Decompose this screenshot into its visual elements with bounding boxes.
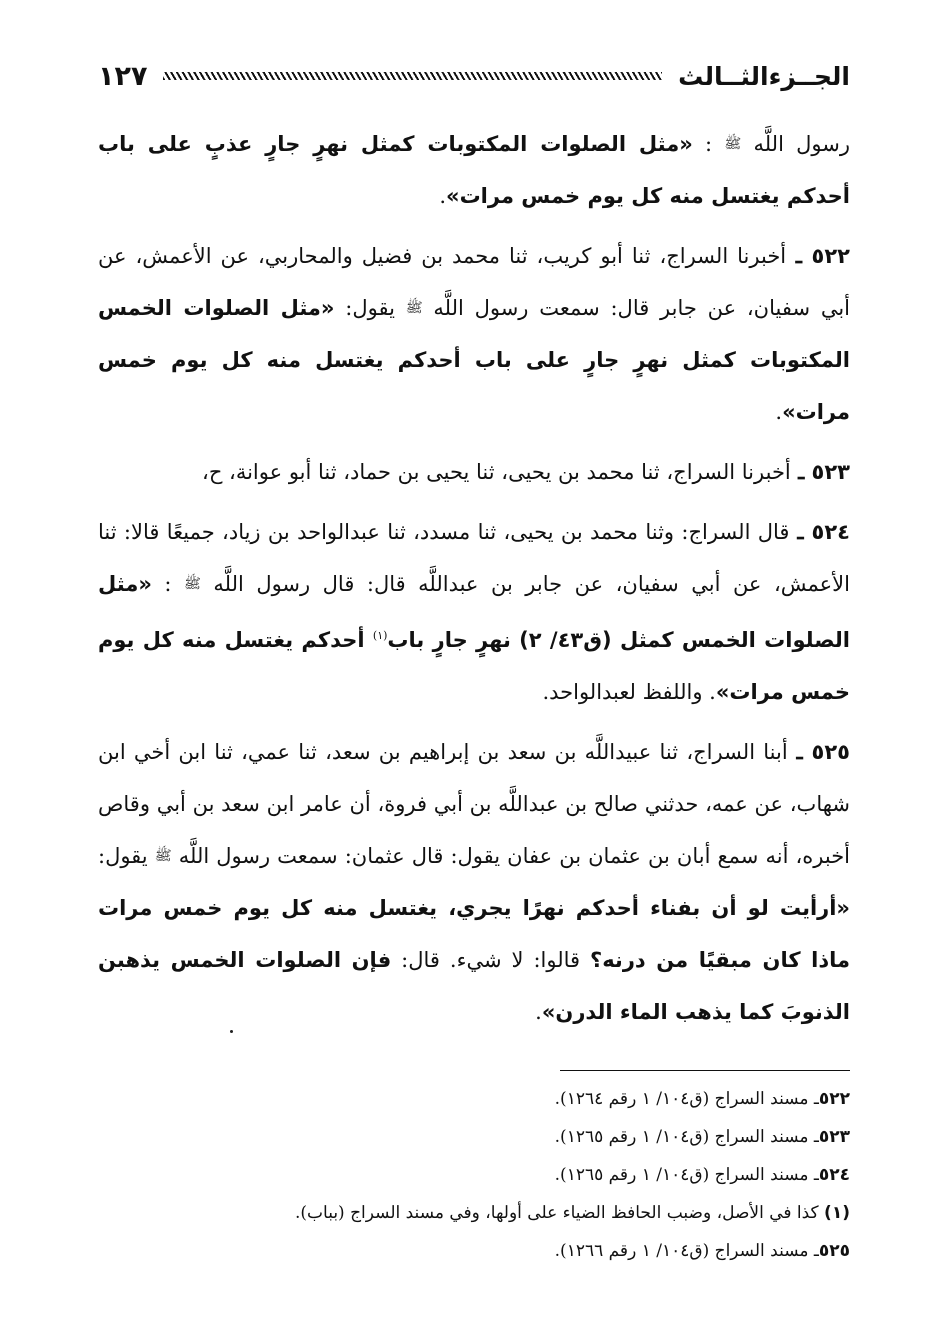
hadith-quote: «مثل الصلوات الخمس كمثل (ق٤٣/ ٢) نهرٍ جارٍ باب xyxy=(98,572,850,652)
footnote-number: ٥٢٢ xyxy=(818,1089,850,1109)
footnote-line xyxy=(160,1232,850,1270)
hadith-number: ٥٢٤ xyxy=(811,520,850,544)
main-text xyxy=(98,118,850,1046)
isnad-text: : xyxy=(692,132,725,156)
footnote-text: ـ مسند السراج (ق١٠٤/ ١ رقم ١٢٦٥). xyxy=(554,1127,819,1147)
hadith-paragraph xyxy=(98,726,850,1038)
isnad-text: . واللفظ لعبدالواحد. xyxy=(542,680,716,704)
isnad-text: قال السراج: وثنا محمد بن يحيى، ثنا مسدد، ثنا عبدالواحد بن زياد، جميعًا قالا: ثنا الأعمش، عن أبي سفيان، عن جابر بن عبداللَّه قال: قال رسول اللَّه xyxy=(98,520,850,596)
footnote-number: ٥٢٣ xyxy=(818,1127,850,1147)
salawat-glyph: ﷺ xyxy=(154,848,172,864)
header-rule xyxy=(163,72,662,80)
page-number: ١٢٧ xyxy=(98,60,148,92)
isnad-text: أخبرنا السراج، ثنا أبو كريب، ثنا محمد بن فضيل والمحاربي، عن الأعمش، عن أبي سفيان، عن جابر قال: سمعت رسول اللَّه xyxy=(98,244,850,320)
footnotes xyxy=(160,1080,850,1270)
hadith-paragraph xyxy=(98,446,850,498)
isnad-text: يقول: xyxy=(98,844,155,868)
footnote-number: ٥٢٤ xyxy=(818,1165,850,1185)
footnote-line xyxy=(160,1156,850,1194)
hadith-number: ٥٢٢ xyxy=(811,244,850,268)
isnad-text: أبنا السراج، ثنا عبيداللَّه بن سعد بن إبراهيم بن سعد، ثنا عمي، ثنا ابن أخي ابن شهاب، عن عمه، حدثني صالح بن عبداللَّه بن أبي فروة، أن عامر ابن سعد بن أبي وقاص أخبره، أنه سمع أبان بن عثمان بن عفان يقول: قال عثمان: سمعت رسول اللَّه xyxy=(98,740,851,868)
hadith-paragraph xyxy=(98,118,850,222)
isnad-text: يقول: xyxy=(334,296,406,320)
footnote-text: ـ مسند السراج (ق١٠٤/ ١ رقم ١٢٦٤). xyxy=(554,1089,819,1109)
hadith-number: ٥٢٣ xyxy=(811,460,850,484)
footnote-line xyxy=(160,1194,850,1232)
stray-dot xyxy=(230,1030,233,1033)
hadith-paragraph xyxy=(98,506,850,718)
isnad-text: رسول اللَّه xyxy=(741,132,850,156)
footnote-line xyxy=(160,1118,850,1156)
footnote-text: كذا في الأصل، وضبب الحافظ الضياء على أولها، وفي مسند السراج (بباب). xyxy=(294,1203,825,1223)
number-dash: ـ xyxy=(790,459,812,484)
isnad-text: . xyxy=(535,1000,542,1024)
number-dash: ـ xyxy=(787,739,812,764)
number-dash: ـ xyxy=(789,519,812,544)
hadith-number: ٥٢٥ xyxy=(811,740,850,764)
number-dash: ـ xyxy=(786,243,812,268)
footnote-line xyxy=(160,1080,850,1118)
hadith-quote: «مثل الصلوات المكتوبات كمثل نهرٍ جارٍ عذبٍ على باب أحدكم يغتسل منه كل يوم خمس مرات» xyxy=(98,132,850,208)
hadith-quote: فإن الصلوات الخمس يذهبن الذنوبَ كما يذهب الماء الدرن» xyxy=(98,948,850,1024)
footnote-separator xyxy=(560,1070,850,1071)
footnote-ref: (١) xyxy=(372,629,388,642)
footnote-text: ـ مسند السراج (ق١٠٤/ ١ رقم ١٢٦٥). xyxy=(554,1165,819,1185)
salawat-glyph: ﷺ xyxy=(405,300,423,316)
hadith-quote: «أرأيت لو أن بفناء أحدكم نهرًا يجري، يغتسل منه كل يوم خمس مرات ماذا كان مبقيًا من درنه؟ xyxy=(98,896,851,972)
footnote-text: ـ مسند السراج (ق١٠٤/ ١ رقم ١٢٦٦). xyxy=(554,1241,819,1261)
salawat-glyph: ﷺ xyxy=(724,136,742,152)
footnote-number: ٥٢٥ xyxy=(818,1241,850,1261)
footnote-number: (١) xyxy=(824,1203,850,1223)
salawat-glyph: ﷺ xyxy=(183,576,201,592)
isnad-text: أخبرنا السراج، ثنا محمد بن يحيى، ثنا يحيى بن حماد، ثنا أبو عوانة، ح، xyxy=(202,460,791,484)
isnad-text: . xyxy=(439,184,447,208)
part-title: الجــزءالثــالث xyxy=(678,61,850,91)
isnad-text: قالوا: لا شيء. قال: xyxy=(391,948,591,972)
hadith-paragraph xyxy=(98,230,850,438)
hadith-quote: أحدكم يغتسل منه كل يوم خمس مرات» xyxy=(98,628,850,704)
isnad-text: . xyxy=(775,400,783,424)
isnad-text: : xyxy=(151,572,184,596)
hadith-quote: «مثل الصلوات الخمس المكتوبات كمثل نهرٍ جارٍ على باب أحدكم يغتسل منه كل يوم خمس مرات» xyxy=(98,296,850,424)
page-header xyxy=(98,58,850,94)
